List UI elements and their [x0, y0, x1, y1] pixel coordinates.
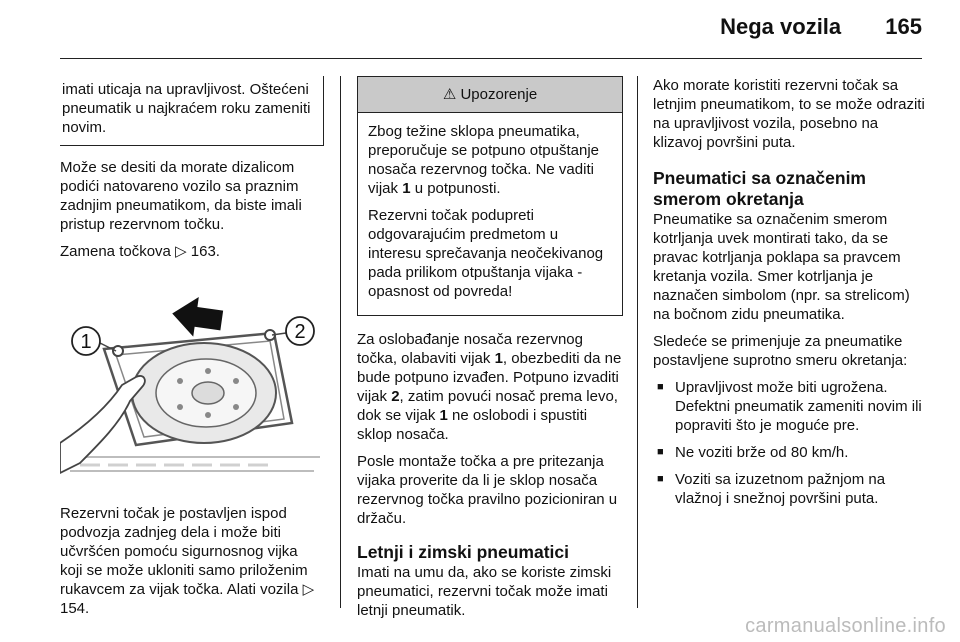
- reference-arrow-icon: ▷: [302, 581, 315, 598]
- warning-header: [358, 77, 622, 113]
- watermark: carmanualsonline.info: [745, 615, 946, 637]
- warning-title: Upozorenje: [460, 86, 538, 103]
- column-divider-1: [340, 76, 341, 608]
- list-item: ■ Ne voziti brže od 80 km/h.: [653, 443, 925, 462]
- reference-arrow-icon: ▷: [175, 243, 187, 260]
- warning-paragraph: Zbog težine sklopa pneumatika, preporučuje se potpuno otpuštanje nosača rezervnog točka. Ne vaditi vijak 1 u potpunosti.: [368, 123, 600, 197]
- reference-page: 154.: [60, 600, 90, 617]
- page-header: [720, 14, 922, 40]
- warning-body: [358, 113, 622, 315]
- note-text: imati uticaja na upravljivost. Oštećeni pneumatik u najkraćem roku zameniti novim.: [62, 81, 311, 136]
- warning-paragraph: Rezervni točak poduprеti odgovarajućim predmetom u interesu sprečavanja neočekivanog pada prilikom otpuštanja vijaka - opasnost od povreda!: [368, 207, 604, 300]
- section-title: Nega vozila: [720, 14, 842, 39]
- page-number: 165: [885, 14, 922, 39]
- spare-wheel-illustration: [60, 273, 324, 485]
- warning-box: [357, 76, 623, 316]
- cross-reference: [60, 242, 324, 261]
- header-rule: [60, 58, 922, 59]
- paragraph: Posle montaže točka a pre pritezanja vijaka proverite da li je sklop nosača rezervnog točka pravilno pozicioniran u držaču.: [357, 453, 618, 527]
- list-item: ■ Voziti sa izuzetnom pažnjom na vlažnoj i snežnoj površini puta.: [653, 470, 925, 508]
- column-3: [653, 76, 925, 516]
- column-2: [357, 76, 623, 628]
- column-divider-2: [637, 76, 638, 608]
- section-heading: Letnji i zimski pneumatici: [357, 542, 569, 562]
- paragraph: Sledeće se primenjuje za pneumatike postavljene suprotno smeru okretanja:: [653, 333, 908, 369]
- paragraph: Imati na umu da, ako se koriste zimski pneumatici, rezervni točak može imati letnji pneumatik.: [357, 564, 612, 619]
- paragraph: Rezervni točak je postavljen ispod podvozja zadnjeg dela i može biti učvršćen pomoću sigurnosnog vijka koji se može ukloniti samo priloženim rukavcem za vijak točka. Alati vozila ▷ 154.: [60, 505, 315, 617]
- note-continuation-box: [60, 76, 324, 146]
- paragraph: Pneumatike sa označenim smerom kotrljanja uvek montirati tako, da se pravac kotrljanja poklapa sa pravcem kretanja vozila. Smer kotrljanja je naznačen simbolom (npr. sa strelicom) na bočnom zidu pneumatika.: [653, 211, 910, 323]
- paragraph: Za oslobađanje nosača rezervnog točka, olabaviti vijak 1, obezbediti da ne bude potpuno izvađen. Potpuno izvaditi vijak 2, zatim povući nosač prema levo, dok se vijak 1 ne oslobodi i spustiti sklop nosača.: [357, 331, 622, 443]
- reference-text: Zamena točkova: [60, 243, 171, 260]
- list-item: ■ Upravljivost može biti ugrožena. Defektni pneumatik zameniti novim ili popraviti što je moguće pre.: [653, 378, 925, 435]
- paragraph: Može se desiti da morate dizalicom podići natovareno vozilo sa praznim zadnjim pneumatikom, da biste imali pristup rezervnom točku.: [60, 159, 302, 233]
- callout-2: 2: [294, 321, 306, 343]
- reference-page: 163.: [190, 243, 220, 260]
- bullet-square-icon: ■: [657, 381, 664, 393]
- bullet-square-icon: ■: [657, 446, 664, 458]
- warning-triangle-icon: ⚠: [442, 86, 457, 103]
- column-1: [60, 76, 324, 626]
- paragraph: Ako morate koristiti rezervni točak sa letnjim pneumatikom, to se može odraziti na upravljivost vozila, posebno na klizavoj površini puta.: [653, 77, 925, 151]
- callout-1: 1: [80, 331, 92, 353]
- bullet-square-icon: ■: [657, 473, 664, 485]
- section-heading: Pneumatici sa označenim smerom okretanja: [653, 168, 866, 209]
